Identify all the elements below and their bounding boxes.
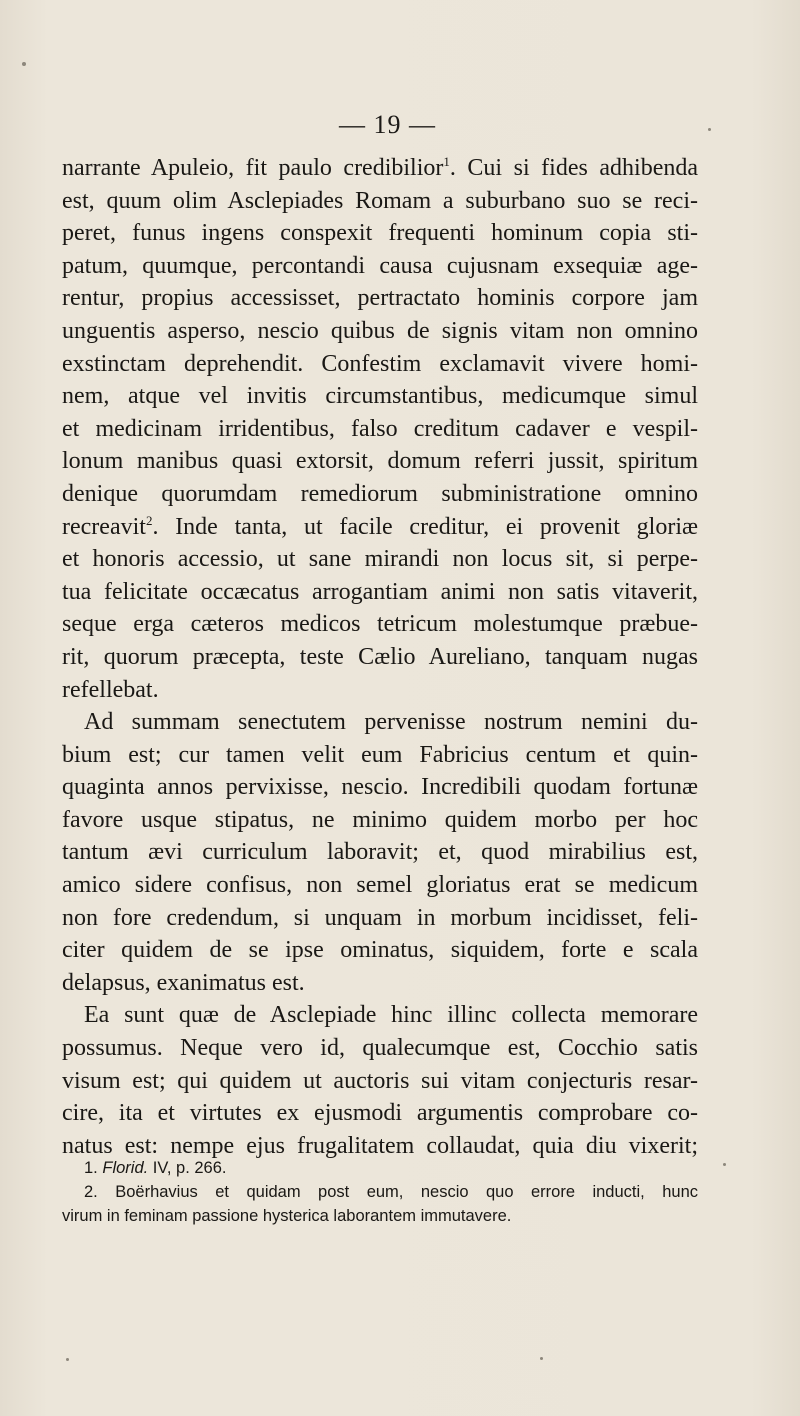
- footnote-2-continued: virum in feminam passione hysterica laborantem immutavere.: [62, 1207, 512, 1225]
- text-line: et medicinam irridentibus, falso creditum cadaver e vespil-: [62, 415, 698, 442]
- text-line: Ad summam senectutem pervenisse nostrum nemini du-: [84, 709, 698, 736]
- text-line: nem, atque vel invitis circumstantibus, medicumque simul: [62, 383, 698, 410]
- text-line: natus est: nempe ejus frugalitatem collaudat, quia diu vixerit;: [62, 1132, 698, 1159]
- text-line: denique quorumdam remediorum subministratione omnino: [62, 480, 698, 507]
- text-line: amico sidere confisus, non semel gloriatus erat se medicum: [62, 872, 698, 899]
- text-line: refellebat.: [62, 676, 159, 703]
- text-line: lonum manibus quasi extorsit, domum referri jussit, spiritum: [62, 448, 698, 475]
- text-line: rentur, propius accessisset, pertractato hominis corpore jam: [62, 285, 698, 312]
- paper-speck: [66, 1358, 69, 1361]
- text-line: et honoris accessio, ut sane mirandi non locus sit, si perpe-: [62, 546, 698, 573]
- text-line: cire, ita et virtutes ex ejusmodi argumentis comprobare co-: [62, 1100, 698, 1127]
- text-line: visum est; qui quidem ut auctoris sui vitam conjecturis resar-: [62, 1067, 698, 1094]
- text-line: favore usque stipatus, ne minimo quidem morbo per hoc: [62, 806, 698, 833]
- footnote-ref[interactable]: 2: [145, 512, 153, 528]
- footnote-2: 2. Boërhavius et quidam post eum, nescio quo errore inducti, hunc: [84, 1183, 698, 1201]
- paper-speck: [708, 128, 711, 131]
- text-line: possumus. Neque vero id, qualecumque est, Cocchio satis: [62, 1035, 698, 1062]
- main-text: [62, 152, 698, 1162]
- text-line: tantum ævi curriculum laboravit; et, quod mirabilius est,: [62, 839, 698, 866]
- text-line: recreavit$^2$. Inde tanta, ut facile creditur, ei provenit gloriæ: [62, 512, 698, 540]
- page-number: — 19 —: [339, 110, 436, 139]
- text-line: citer quidem de se ipse ominatus, siquidem, forte e scala: [62, 937, 698, 964]
- text-line: rit, quorum præcepta, teste Cælio Aureliano, tanquam nugas: [62, 643, 698, 670]
- paper-speck: [22, 62, 26, 66]
- text-line: delapsus, exanimatus est.: [62, 969, 305, 996]
- text-line: seque erga cæteros medicos tetricum molestumque præbue-: [62, 611, 698, 638]
- text-line: unguentis asperso, nescio quibus de signis vitam non omnino: [62, 317, 698, 344]
- text-line: patum, quumque, percontandi causa cujusnam exsequiæ age-: [62, 252, 698, 279]
- text-line: est, quum olim Asclepiades Romam a suburbano suo se reci-: [62, 187, 698, 214]
- footnote-ref[interactable]: 1: [443, 154, 450, 169]
- footnotes: [62, 1156, 698, 1228]
- text-line: narrante Apuleio, fit paulo credibilior$^1$. Cui si fides adhibenda: [62, 154, 698, 181]
- text-line: peret, funus ingens conspexit frequenti hominum copia sti-: [62, 220, 698, 247]
- footnote-source-title: Florid.: [102, 1159, 149, 1177]
- text-line: tua felicitate occæcatus arrogantiam animi non satis vitaverit,: [62, 578, 698, 605]
- text-line: exstinctam deprehendit. Confestim exclamavit vivere homi-: [62, 350, 698, 377]
- paper-speck: [540, 1357, 543, 1360]
- text-line: bium est; cur tamen velit eum Fabricius centum et quin-: [62, 741, 698, 768]
- text-line: quaginta annos pervixisse, nescio. Incredibili quodam fortunæ: [62, 774, 698, 801]
- text-line: non fore credendum, si unquam in morbum incidisset, feli-: [62, 904, 698, 931]
- text-line: Ea sunt quæ de Asclepiade hinc illinc collecta memorare: [84, 1002, 698, 1029]
- footnote-1: 1. Florid. IV, p. 266.: [84, 1159, 227, 1177]
- paper-speck: [723, 1163, 726, 1166]
